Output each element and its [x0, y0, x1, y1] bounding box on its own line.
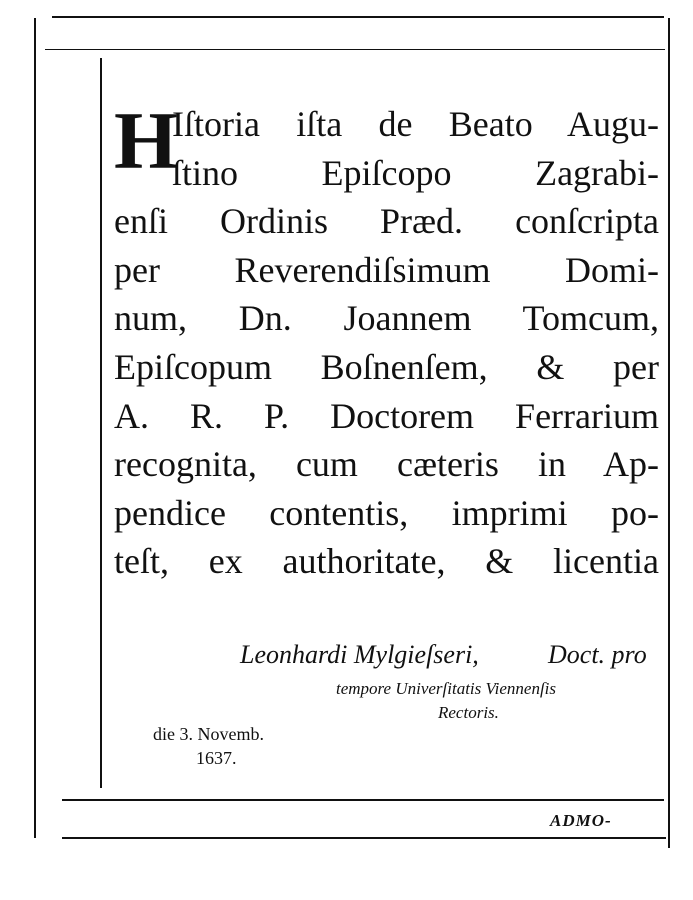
signatory-title: Doct. pro	[548, 640, 647, 669]
text-line-10: teſt, ex authoritate, & licentia	[114, 541, 659, 582]
text-line-6: Epiſcopum Boſnenſem, & per	[114, 346, 659, 387]
catchword: ADMO-	[550, 811, 612, 830]
date-day: die 3. Novemb.	[153, 724, 264, 744]
text-line-5: num, Dn. Joannem Tomcum,	[114, 298, 659, 339]
text-line-4: per Reverendiſsimum Domi-	[114, 249, 659, 290]
top-rule-thin	[45, 49, 665, 50]
frame-left-rule	[34, 18, 36, 838]
approbation-text	[114, 95, 659, 586]
bottom-rule	[62, 799, 664, 801]
signatory-rank: Rectoris.	[438, 703, 499, 722]
text-line-9: pendice contentis, imprimi po-	[114, 492, 659, 533]
drop-cap: H	[114, 95, 178, 186]
signatory-name: Leonhardi Mylgieſseri,	[240, 640, 479, 669]
bottom-rule-lower	[62, 837, 666, 839]
text-line-8: recognita, cum cæteris in Ap-	[114, 444, 659, 485]
text-line-2: ſtino Epiſcopo Zagrabi-	[172, 152, 659, 193]
text-line-3: enſi Ordinis Præd. conſcripta	[114, 201, 659, 242]
signatory-office: tempore Univerſitatis Viennenſis	[336, 679, 557, 698]
text-line-7: A. R. P. Doctorem Ferrarium	[114, 395, 659, 436]
text-line-1: Iſtoria iſta de Beato Augu-	[172, 104, 659, 144]
top-rule	[52, 16, 664, 18]
inner-margin-rule	[100, 58, 102, 788]
date-year: 1637.	[196, 748, 237, 768]
frame-right-rule	[668, 18, 670, 848]
